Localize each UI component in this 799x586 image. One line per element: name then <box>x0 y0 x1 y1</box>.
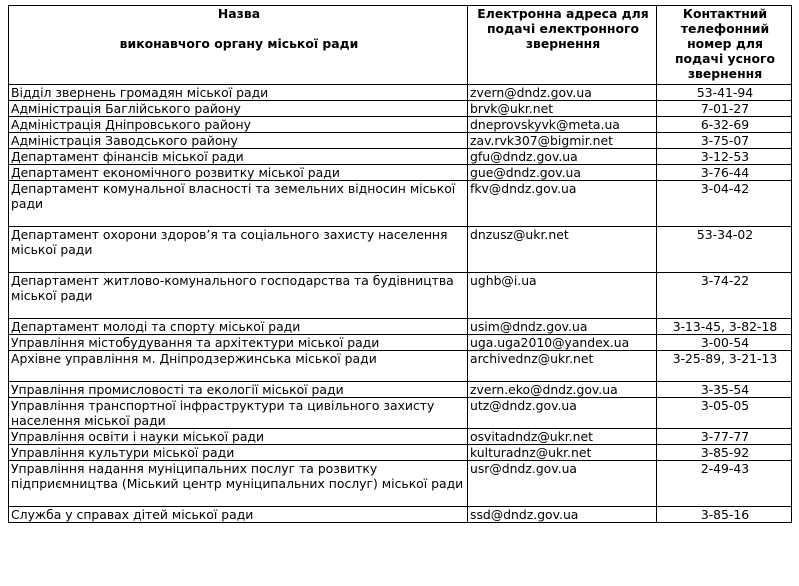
row-name: Департамент комунальної власності та земельних відносин міської ради <box>9 181 468 227</box>
header-name-line2: виконавчого органу міської ради <box>119 36 359 51</box>
row-email[interactable]: dnzusz@ukr.net <box>468 227 657 273</box>
row-name: Управління надання муніципальних послуг та розвитку підприємництва (Міський центр муніципальних послуг) міської ради <box>9 461 468 507</box>
table-row <box>9 227 792 273</box>
contacts-table <box>8 5 792 523</box>
row-name: Архівне управління м. Дніпродзержинська міської ради <box>9 351 468 382</box>
table-row <box>9 398 792 429</box>
row-phone: 3-25-89, 3-21-13 <box>657 351 792 382</box>
row-email[interactable]: gfu@dndz.gov.ua <box>468 149 657 165</box>
row-email[interactable]: uga.uga2010@yandex.ua <box>468 335 657 351</box>
table-row <box>9 133 792 149</box>
row-name: Департамент економічного розвитку міської ради <box>9 165 468 181</box>
row-phone: 3-00-54 <box>657 335 792 351</box>
row-phone: 6-32-69 <box>657 117 792 133</box>
row-name: Адміністрація Баглійського району <box>9 101 468 117</box>
row-name: Управління освіти і науки міської ради <box>9 429 468 445</box>
header-phone-label: Контактний телефонний номер для подачі усного звернення <box>675 6 775 81</box>
header-email-label: Електронна адреса для подачі електронного звернення <box>477 6 649 51</box>
row-email[interactable]: usr@dndz.gov.ua <box>468 461 657 507</box>
row-phone: 3-35-54 <box>657 382 792 398</box>
table-row <box>9 117 792 133</box>
table-row <box>9 429 792 445</box>
row-phone: 3-85-92 <box>657 445 792 461</box>
row-phone: 3-04-42 <box>657 181 792 227</box>
row-name: Управління промисловості та екології міської ради <box>9 382 468 398</box>
row-phone: 3-74-22 <box>657 273 792 319</box>
header-phone <box>657 6 792 85</box>
row-email[interactable]: kulturadnz@ukr.net <box>468 445 657 461</box>
row-name: Адміністрація Заводського району <box>9 133 468 149</box>
table-row <box>9 319 792 335</box>
row-name: Адміністрація Дніпровського району <box>9 117 468 133</box>
row-phone: 3-85-16 <box>657 507 792 523</box>
row-phone: 3-05-05 <box>657 398 792 429</box>
table-row <box>9 507 792 523</box>
row-name: Департамент житлово-комунального господарства та будівництва міської ради <box>9 273 468 319</box>
row-email[interactable]: zav.rvk307@bigmir.net <box>468 133 657 149</box>
table-row <box>9 149 792 165</box>
row-phone: 3-13-45, 3-82-18 <box>657 319 792 335</box>
table-row <box>9 461 792 507</box>
row-phone: 53-41-94 <box>657 85 792 101</box>
table-row <box>9 335 792 351</box>
row-phone: 3-12-53 <box>657 149 792 165</box>
table-row <box>9 181 792 227</box>
row-name: Департамент охорони здоров’я та соціального захисту населення міської ради <box>9 227 468 273</box>
table-row <box>9 445 792 461</box>
table-row <box>9 273 792 319</box>
header-email <box>468 6 657 85</box>
row-email[interactable]: fkv@dndz.gov.ua <box>468 181 657 227</box>
row-email[interactable]: brvk@ukr.net <box>468 101 657 117</box>
row-email[interactable]: usim@dndz.gov.ua <box>468 319 657 335</box>
row-email[interactable]: zvern.eko@dndz.gov.ua <box>468 382 657 398</box>
header-name-line1: Назва <box>217 6 261 21</box>
table-row <box>9 101 792 117</box>
row-phone: 3-77-77 <box>657 429 792 445</box>
row-name: Відділ звернень громадян міської ради <box>9 85 468 101</box>
row-name: Управління транспортної інфраструктури та цивільного захисту населення міської ради <box>9 398 468 429</box>
row-email[interactable]: ughb@i.ua <box>468 273 657 319</box>
header-name <box>9 6 468 85</box>
row-email[interactable]: ssd@dndz.gov.ua <box>468 507 657 523</box>
header-row <box>9 6 792 85</box>
row-email[interactable]: osvitadndz@ukr.net <box>468 429 657 445</box>
row-email[interactable]: zvern@dndz.gov.ua <box>468 85 657 101</box>
table-row <box>9 165 792 181</box>
row-phone: 3-76-44 <box>657 165 792 181</box>
row-name: Управління містобудування та архітектури міської ради <box>9 335 468 351</box>
row-email[interactable]: gue@dndz.gov.ua <box>468 165 657 181</box>
table-row <box>9 382 792 398</box>
row-name: Департамент молоді та спорту міської ради <box>9 319 468 335</box>
row-email[interactable]: archivednz@ukr.net <box>468 351 657 382</box>
row-phone: 3-75-07 <box>657 133 792 149</box>
row-name: Департамент фінансів міської ради <box>9 149 468 165</box>
row-email[interactable]: dneprovskyvk@meta.ua <box>468 117 657 133</box>
row-phone: 7-01-27 <box>657 101 792 117</box>
row-name: Управління культури міської ради <box>9 445 468 461</box>
row-phone: 53-34-02 <box>657 227 792 273</box>
table-row <box>9 351 792 382</box>
row-name: Служба у справах дітей міської ради <box>9 507 468 523</box>
row-email[interactable]: utz@dndz.gov.ua <box>468 398 657 429</box>
row-phone: 2-49-43 <box>657 461 792 507</box>
table-row <box>9 85 792 101</box>
